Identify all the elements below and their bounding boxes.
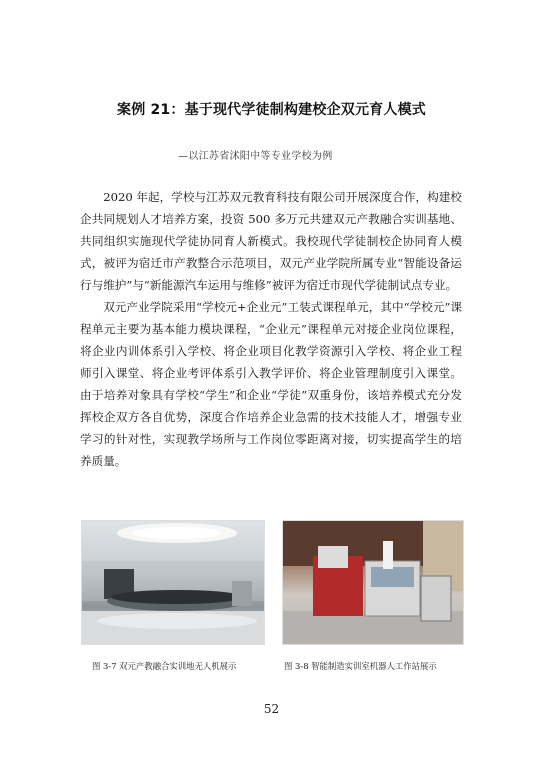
drone-exhibition-photo [81, 520, 265, 645]
paragraph: 2020 年起，学校与江苏双元教育科技有限公司开展深度合作，构建校企共同规划人才培养方案，投资 500 多万元共建双元产教融合实训基地、共同组织实施现代学徒协同育人新模式。我校现代学徒制校企协同育人模式，被评为宿迁市产教整合示范项目，双元产业学院所属专业“智能设备运行与维护”与“新能源汽车运用与维修”被评为宿迁市现代学徒制试点专业。 [80, 190, 462, 292]
figure-caption: 图 3-7 双元产教融合实训地无人机展示 [92, 661, 237, 671]
case-subtitle: —以江苏省沭阳中等专业学校为例 [178, 151, 333, 162]
figure-caption: 图 3-8 智能制造实训室机器人工作站展示 [284, 661, 437, 671]
case-title: 案例 21：基于现代学徒制构建校企双元育人模式 [117, 102, 426, 118]
paragraph: 双元产业学院采用“学校元+企业元”工装式课程单元，其中“学校元”课程单元主要为基本能力模块课程，“企业元”课程单元对接企业岗位课程，将企业内训体系引入学校、将企业项目化教学资源引入学校、将企业工程师引入课堂、将企业考评体系引入教学评价、将企业管理制度引入课堂。由于培养对象具有学校“学生”和企业“学徒”双重身份，该培养模式充分发挥校企双方各自优势，深度合作培养企业急需的技术技能人才，增强专业学习的针对性，实现教学场所与工作岗位零距离对接，切实提高学生的培养质量。 [80, 300, 462, 468]
page-number: 52 [263, 702, 280, 716]
body-text [80, 186, 462, 472]
robot-workstation-photo [282, 520, 464, 645]
